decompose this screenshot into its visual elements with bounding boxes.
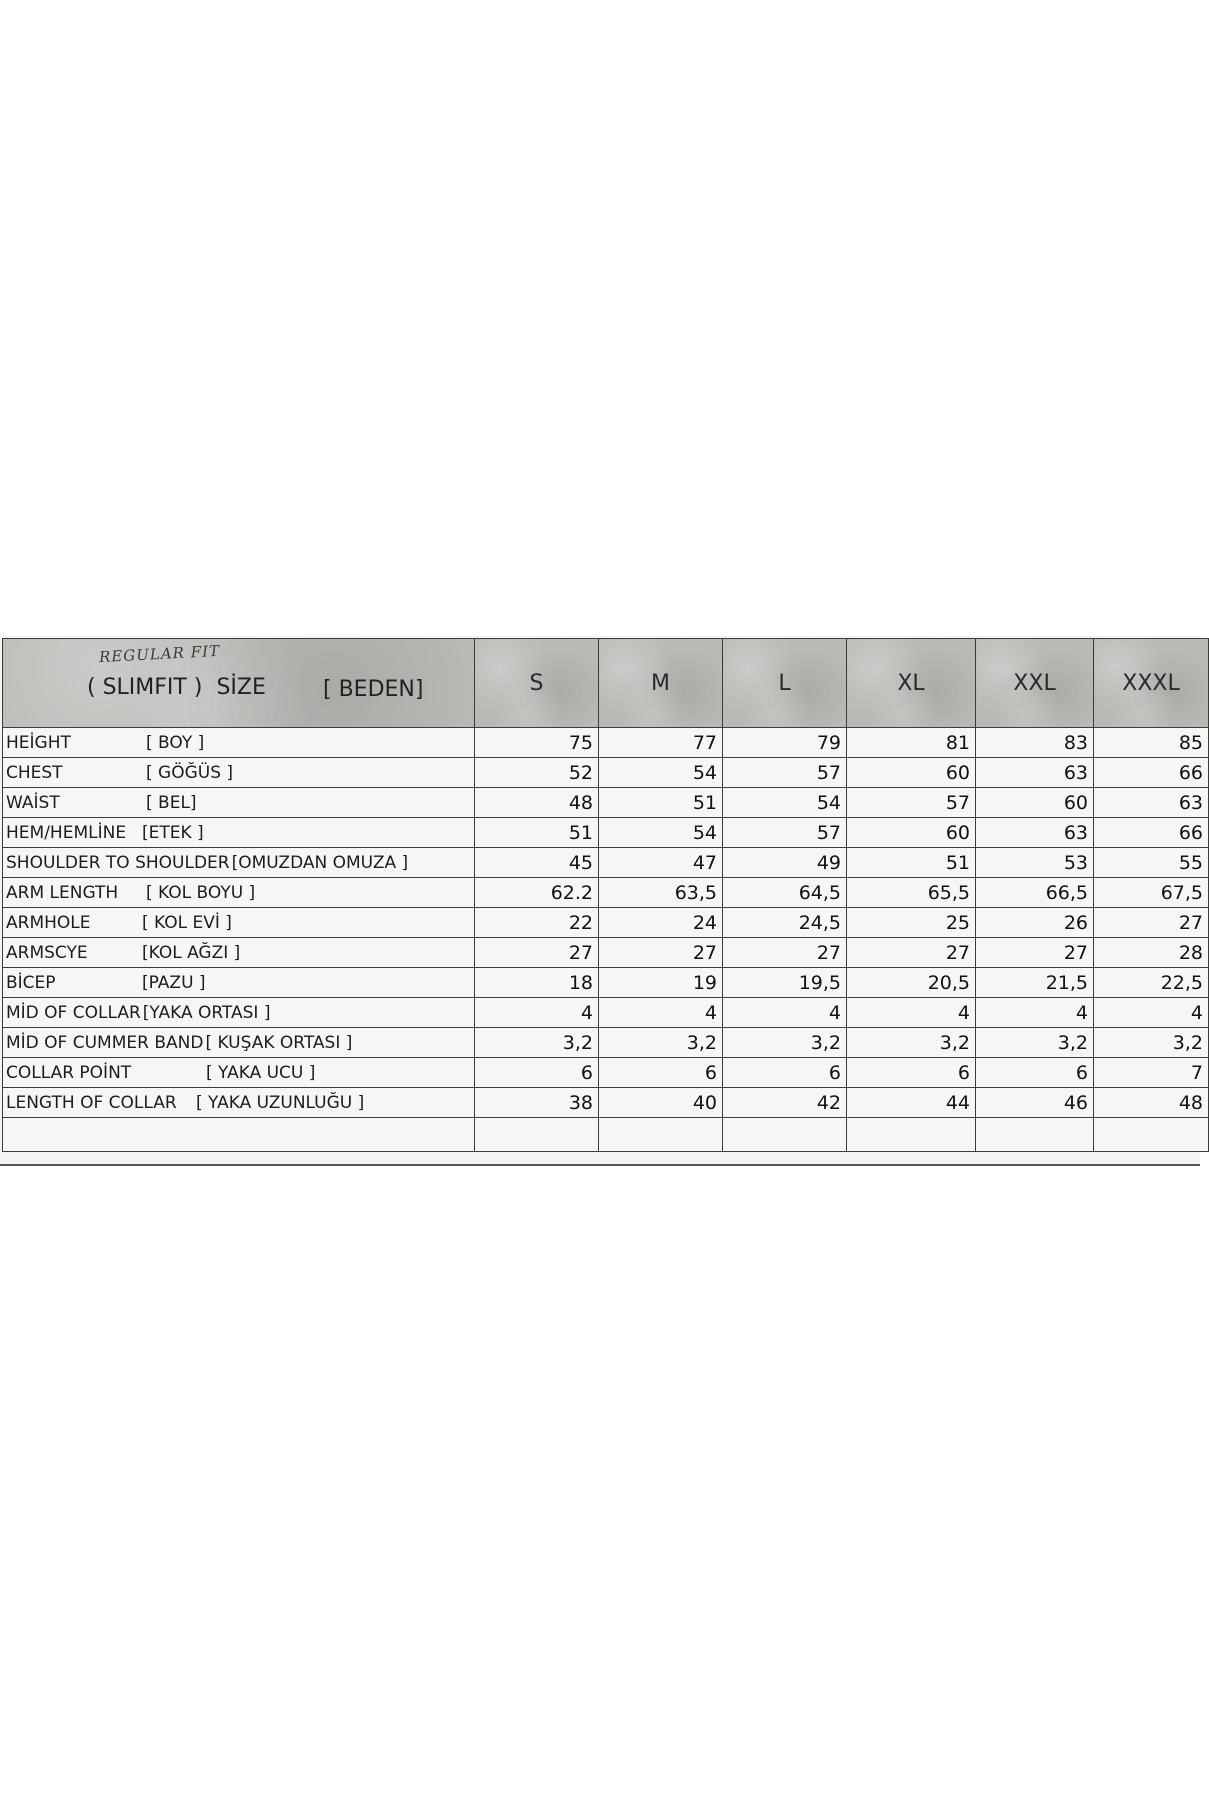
measurement-row bbox=[3, 788, 1209, 818]
handwritten-note: REGULAR FIT bbox=[98, 641, 221, 667]
measurement-value: 3,2 bbox=[475, 1028, 599, 1058]
measurement-value: 22,5 bbox=[1094, 968, 1209, 998]
measurement-name-tr: [PAZU ] bbox=[142, 972, 206, 993]
measurement-row bbox=[3, 998, 1209, 1028]
measurement-value: 20,5 bbox=[847, 968, 976, 998]
measurement-value: 67,5 bbox=[1094, 878, 1209, 908]
measurement-value: 55 bbox=[1094, 848, 1209, 878]
measurement-value: 25 bbox=[847, 908, 976, 938]
fit-size-label bbox=[87, 675, 266, 700]
measurement-label-cell bbox=[3, 998, 475, 1028]
measurement-value: 40 bbox=[599, 1088, 723, 1118]
measurement-value: 47 bbox=[599, 848, 723, 878]
measurement-value: 27 bbox=[723, 938, 847, 968]
measurement-value: 6 bbox=[475, 1058, 599, 1088]
measurement-value: 57 bbox=[723, 758, 847, 788]
measurement-value: 63 bbox=[976, 758, 1094, 788]
measurement-label-cell bbox=[3, 908, 475, 938]
measurement-row bbox=[3, 728, 1209, 758]
blank-cell bbox=[976, 1118, 1094, 1152]
measurement-name-en: BİCEP bbox=[6, 972, 56, 993]
measurement-value: 66,5 bbox=[976, 878, 1094, 908]
measurement-label-cell bbox=[3, 1028, 475, 1058]
measurement-name-tr: [ETEK ] bbox=[142, 822, 204, 843]
measurement-value: 27 bbox=[1094, 908, 1209, 938]
measurement-name-en: COLLAR POİNT bbox=[6, 1062, 132, 1083]
measurement-name-tr: [YAKA ORTASI ] bbox=[142, 1002, 271, 1023]
measurement-value: 81 bbox=[847, 728, 976, 758]
measurement-value: 4 bbox=[475, 998, 599, 1028]
measurement-row bbox=[3, 1058, 1209, 1088]
measurement-value: 51 bbox=[599, 788, 723, 818]
size-chart-table bbox=[2, 638, 1209, 1152]
measurement-value: 75 bbox=[475, 728, 599, 758]
measurement-value: 3,2 bbox=[1094, 1028, 1209, 1058]
measurement-value: 27 bbox=[847, 938, 976, 968]
measurement-value: 83 bbox=[976, 728, 1094, 758]
measurement-name-en: CHEST bbox=[6, 762, 63, 783]
measurement-value: 3,2 bbox=[723, 1028, 847, 1058]
measurement-name-en: ARM LENGTH bbox=[6, 882, 119, 903]
measurement-name-en: MİD OF CUMMER BAND bbox=[6, 1032, 204, 1053]
measurement-label-cell bbox=[3, 968, 475, 998]
measurement-value: 27 bbox=[976, 938, 1094, 968]
measurement-name-en: SHOULDER TO SHOULDER bbox=[6, 852, 230, 873]
table-body bbox=[3, 728, 1209, 1152]
measurement-name-tr: [ KOL BOYU ] bbox=[146, 882, 256, 903]
measurement-value: 44 bbox=[847, 1088, 976, 1118]
measurement-value: 54 bbox=[599, 758, 723, 788]
measurement-value: 4 bbox=[723, 998, 847, 1028]
measurement-value: 19 bbox=[599, 968, 723, 998]
measurement-value: 49 bbox=[723, 848, 847, 878]
measurement-label-cell bbox=[3, 788, 475, 818]
measurement-value: 45 bbox=[475, 848, 599, 878]
size-header-l: L bbox=[723, 639, 847, 728]
measurement-value: 60 bbox=[976, 788, 1094, 818]
measurement-name-tr: [ YAKA UCU ] bbox=[206, 1062, 316, 1083]
measurement-value: 64,5 bbox=[723, 878, 847, 908]
measurement-value: 65,5 bbox=[847, 878, 976, 908]
measurement-name-en: LENGTH OF COLLAR bbox=[6, 1092, 177, 1113]
measurement-value: 21,5 bbox=[976, 968, 1094, 998]
measurement-value: 6 bbox=[599, 1058, 723, 1088]
measurement-label-cell bbox=[3, 938, 475, 968]
measurement-row bbox=[3, 968, 1209, 998]
measurement-name-en: MİD OF COLLAR bbox=[6, 1002, 141, 1023]
measurement-value: 54 bbox=[599, 818, 723, 848]
measurement-label-cell bbox=[3, 728, 475, 758]
measurement-value: 63,5 bbox=[599, 878, 723, 908]
size-header-xxl: XXL bbox=[976, 639, 1094, 728]
measurement-row bbox=[3, 1088, 1209, 1118]
measurement-value: 38 bbox=[475, 1088, 599, 1118]
header-label-cell bbox=[3, 639, 475, 728]
measurement-value: 57 bbox=[847, 788, 976, 818]
size-header-s: S bbox=[475, 639, 599, 728]
measurement-name-en: WAİST bbox=[6, 792, 60, 813]
measurement-row bbox=[3, 818, 1209, 848]
measurement-name-tr: [KOL AĞZI ] bbox=[142, 942, 241, 963]
beden-label: [ BEDEN] bbox=[323, 677, 424, 702]
measurement-name-tr: [ KUŞAK ORTASI ] bbox=[205, 1032, 353, 1053]
measurement-value: 19,5 bbox=[723, 968, 847, 998]
measurement-value: 46 bbox=[976, 1088, 1094, 1118]
size-label: SİZE bbox=[216, 675, 266, 700]
sheet-bottom-edge bbox=[0, 1164, 1200, 1166]
measurement-value: 60 bbox=[847, 818, 976, 848]
measurement-value: 3,2 bbox=[976, 1028, 1094, 1058]
measurement-name-tr: [ BOY ] bbox=[146, 732, 205, 753]
measurement-value: 57 bbox=[723, 818, 847, 848]
blank-cell bbox=[475, 1118, 599, 1152]
size-header-m: M bbox=[599, 639, 723, 728]
measurement-row bbox=[3, 878, 1209, 908]
measurement-name-en: HEİGHT bbox=[6, 732, 71, 753]
measurement-label-cell bbox=[3, 1088, 475, 1118]
measurement-name-en: ARMHOLE bbox=[6, 912, 91, 933]
measurement-value: 42 bbox=[723, 1088, 847, 1118]
measurement-value: 24,5 bbox=[723, 908, 847, 938]
measurement-label-cell bbox=[3, 848, 475, 878]
measurement-name-tr: [OMUZDAN OMUZA ] bbox=[231, 852, 409, 873]
measurement-value: 48 bbox=[475, 788, 599, 818]
measurement-value: 3,2 bbox=[847, 1028, 976, 1058]
measurement-value: 60 bbox=[847, 758, 976, 788]
measurement-value: 6 bbox=[723, 1058, 847, 1088]
measurement-row bbox=[3, 1028, 1209, 1058]
measurement-value: 77 bbox=[599, 728, 723, 758]
measurement-name-tr: [ BEL] bbox=[146, 792, 197, 813]
measurement-value: 54 bbox=[723, 788, 847, 818]
blank-cell bbox=[3, 1118, 475, 1152]
measurement-value: 85 bbox=[1094, 728, 1209, 758]
measurement-value: 63 bbox=[976, 818, 1094, 848]
size-chart-sheet bbox=[0, 636, 1203, 1166]
measurement-name-en: HEM/HEMLİNE bbox=[6, 822, 127, 843]
blank-cell bbox=[847, 1118, 976, 1152]
measurement-value: 4 bbox=[1094, 998, 1209, 1028]
blank-row bbox=[3, 1118, 1209, 1152]
measurement-row bbox=[3, 848, 1209, 878]
measurement-label-cell bbox=[3, 878, 475, 908]
size-header-xxxl: XXXL bbox=[1094, 639, 1209, 728]
measurement-value: 66 bbox=[1094, 818, 1209, 848]
measurement-label-cell bbox=[3, 758, 475, 788]
measurement-label-cell bbox=[3, 818, 475, 848]
blank-cell bbox=[1094, 1118, 1209, 1152]
measurement-value: 26 bbox=[976, 908, 1094, 938]
size-header-xl: XL bbox=[847, 639, 976, 728]
measurement-value: 22 bbox=[475, 908, 599, 938]
measurement-value: 7 bbox=[1094, 1058, 1209, 1088]
measurement-value: 3,2 bbox=[599, 1028, 723, 1058]
measurement-value: 62.2 bbox=[475, 878, 599, 908]
measurement-value: 53 bbox=[976, 848, 1094, 878]
measurement-value: 27 bbox=[475, 938, 599, 968]
measurement-row bbox=[3, 908, 1209, 938]
measurement-value: 27 bbox=[599, 938, 723, 968]
measurement-value: 4 bbox=[847, 998, 976, 1028]
measurement-name-en: ARMSCYE bbox=[6, 942, 88, 963]
measurement-value: 28 bbox=[1094, 938, 1209, 968]
measurement-value: 48 bbox=[1094, 1088, 1209, 1118]
measurement-name-tr: [ KOL EVİ ] bbox=[142, 912, 232, 933]
measurement-row bbox=[3, 938, 1209, 968]
fit-label: ( SLIMFIT ) bbox=[87, 675, 203, 700]
measurement-value: 4 bbox=[976, 998, 1094, 1028]
measurement-value: 18 bbox=[475, 968, 599, 998]
measurement-value: 63 bbox=[1094, 788, 1209, 818]
measurement-name-tr: [ YAKA UZUNLUĞU ] bbox=[196, 1092, 365, 1113]
header-row bbox=[3, 639, 1209, 728]
measurement-value: 51 bbox=[475, 818, 599, 848]
measurement-value: 51 bbox=[847, 848, 976, 878]
measurement-value: 79 bbox=[723, 728, 847, 758]
measurement-value: 24 bbox=[599, 908, 723, 938]
measurement-name-tr: [ GÖĞÜS ] bbox=[146, 762, 234, 783]
measurement-value: 6 bbox=[976, 1058, 1094, 1088]
measurement-label-cell bbox=[3, 1058, 475, 1088]
blank-cell bbox=[723, 1118, 847, 1152]
measurement-value: 4 bbox=[599, 998, 723, 1028]
measurement-row bbox=[3, 758, 1209, 788]
blank-cell bbox=[599, 1118, 723, 1152]
measurement-value: 66 bbox=[1094, 758, 1209, 788]
measurement-value: 6 bbox=[847, 1058, 976, 1088]
measurement-value: 52 bbox=[475, 758, 599, 788]
